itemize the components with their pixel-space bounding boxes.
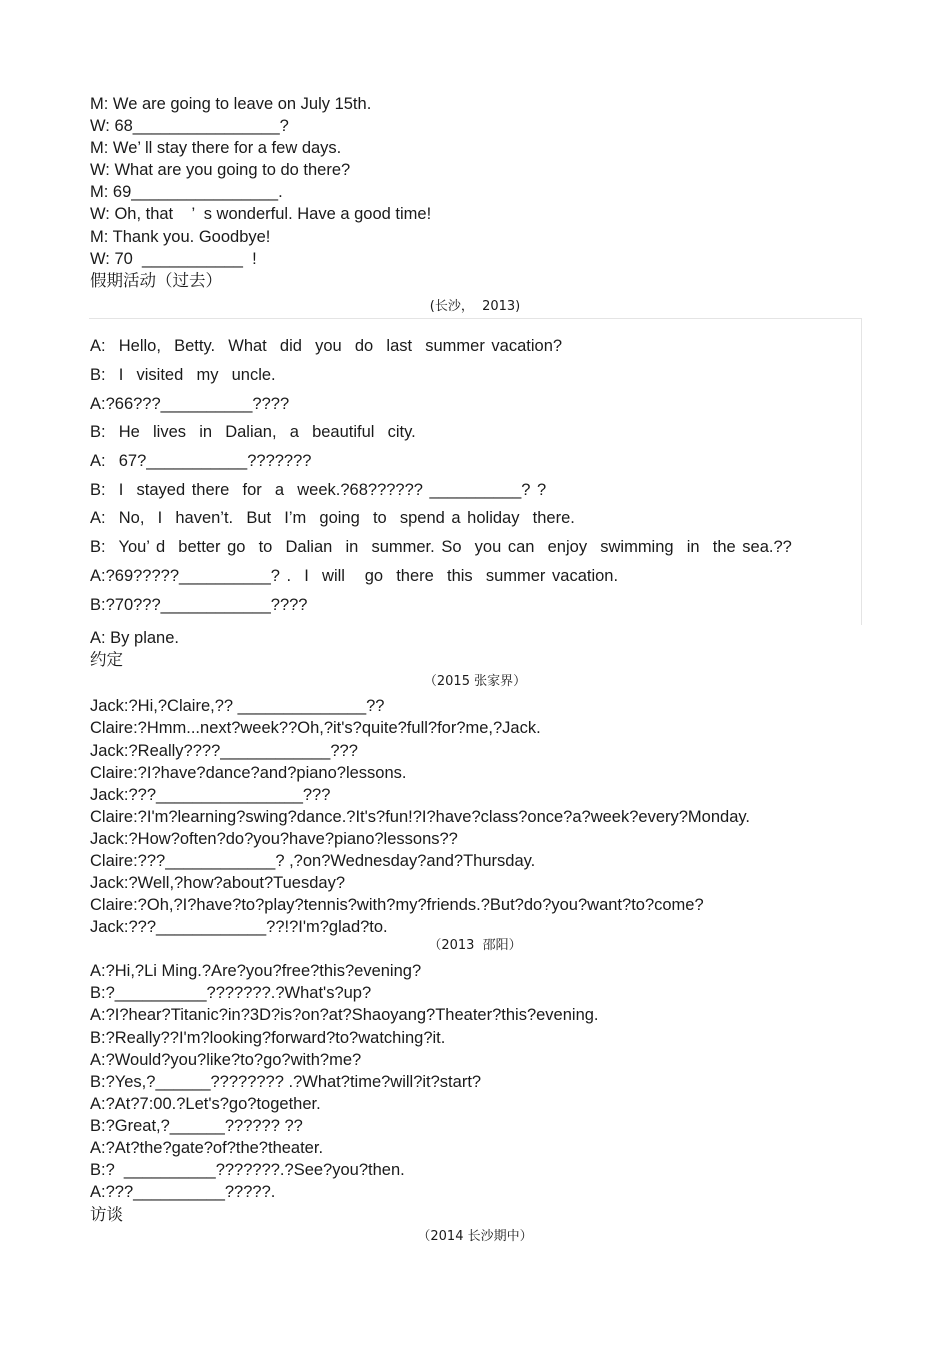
section-heading: 约定 — [90, 650, 123, 669]
source-note: （2013 邵阳） — [428, 938, 522, 953]
dialogue-line: Claire:?Hmm...next?week??Oh,?it's?quite?full?for?me,?Jack. — [90, 719, 541, 737]
dialogue-line: W: 70 ___________ ! — [90, 250, 257, 268]
dialogue-line: B: You’ d better go to Dalian in summer. So you can enjoy swimming in the sea.?? — [90, 538, 792, 556]
dialogue-line: A:?69?????__________? . I will go there this summer vacation. — [90, 567, 619, 585]
dialogue-line: M: We’ ll stay there for a few days. — [90, 139, 342, 157]
dialogue-line: Jack:?How?often?do?you?have?piano?lessons?? — [90, 830, 458, 848]
dialogue-line: M: 69________________. — [90, 183, 283, 201]
dialogue-line: Jack:?Hi,?Claire,?? ______________?? — [90, 697, 385, 715]
source-note: （2015 张家界） — [423, 674, 527, 689]
dialogue-line: W: What are you going to do there? — [90, 161, 351, 179]
section-heading: 假期活动（过去） — [90, 271, 222, 290]
dialogue-line: M: We are going to leave on July 15th. — [90, 95, 372, 113]
dialogue-line: A: No, I haven’t. But I’m going to spend a holiday there. — [90, 509, 575, 527]
section-heading: 访谈 — [90, 1205, 123, 1224]
dialogue-line: Jack:???____________??!?I'm?glad?to. — [90, 918, 388, 936]
dialogue-line: B:?70???____________???? — [90, 596, 308, 614]
dialogue-line: W: 68________________? — [90, 117, 289, 135]
dialogue-line: A:?I?hear?Titanic?in?3D?is?on?at?Shaoyang?Theater?this?evening. — [90, 1006, 599, 1024]
dialogue-line: Claire:?I'm?learning?swing?dance.?It's?fun!?I?have?class?once?a?week?every?Monday. — [90, 808, 750, 826]
dialogue-line: A: 67?___________??????? — [90, 452, 312, 470]
dialogue-line: A:?66???__________???? — [90, 395, 290, 413]
dialogue-line: A:?At?7:00.?Let's?go?together. — [90, 1095, 321, 1113]
dialogue-line: B:?Really??I'm?looking?forward?to?watching?it. — [90, 1029, 446, 1047]
dialogue-line: Jack:?Well,?how?about?Tuesday? — [90, 874, 345, 892]
dialogue-line: Claire:?I?have?dance?and?piano?lessons. — [90, 764, 407, 782]
dialogue-line: B:? __________???????.?See?you?then. — [90, 1161, 405, 1179]
source-note: （2014 长沙期中） — [417, 1229, 533, 1244]
dialogue-line: W: Oh, that ’ s wonderful. Have a good time! — [90, 205, 432, 223]
dialogue-line: Claire:?Oh,?I?have?to?play?tennis?with?my?friends.?But?do?you?want?to?come? — [90, 896, 704, 914]
dialogue-line: B: I visited my uncle. — [90, 366, 276, 384]
dialogue-line: A:?Would?you?like?to?go?with?me? — [90, 1051, 362, 1069]
dialogue-line: Jack:?Really????____________??? — [90, 742, 358, 760]
dialogue-line: A:?At?the?gate?of?the?theater. — [90, 1139, 324, 1157]
dialogue-line: B: He lives in Dalian, a beautiful city. — [90, 423, 416, 441]
dialogue-line: B:?__________???????.?What's?up? — [90, 984, 372, 1002]
dialogue-line: A:?Hi,?Li Ming.?Are?you?free?this?evening? — [90, 962, 422, 980]
dialogue-line: A: Hello, Betty. What did you do last summer vacation? — [90, 337, 563, 355]
dialogue-line: B: I stayed there for a week.?68?????? __________? ? — [90, 481, 547, 499]
dialogue-line: B:?Great,?______?????? ?? — [90, 1117, 303, 1135]
dialogue-line: B:?Yes,?______???????? .?What?time?will?it?start? — [90, 1073, 482, 1091]
dialogue-line: Claire:???____________? ,?on?Wednesday?and?Thursday. — [90, 852, 536, 870]
source-note: (长沙， 2013) — [429, 299, 521, 314]
dialogue-line: Jack:???________________??? — [90, 786, 331, 804]
dialogue-line: M: Thank you. Goodbye! — [90, 228, 271, 246]
dialogue-line: A:???__________?????. — [90, 1183, 276, 1201]
dialogue-line: A: By plane. — [90, 629, 179, 647]
